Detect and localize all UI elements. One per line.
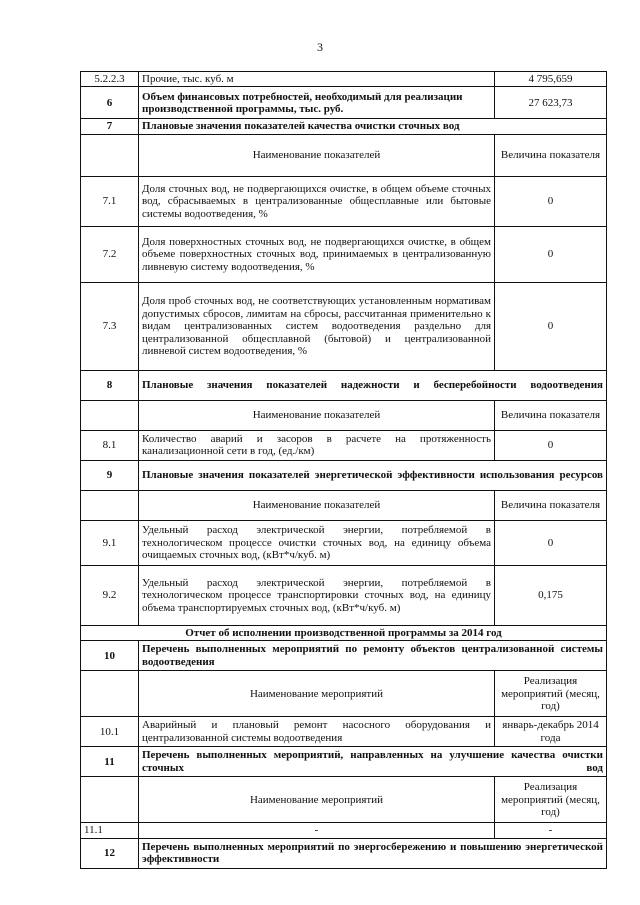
column-header-name: Наименование мероприятий [139,777,495,823]
column-header-row [81,400,607,430]
section-number: 9 [81,460,139,490]
row-number: 11.1 [81,823,139,838]
row-value: 0 [495,226,607,282]
row-text: Аварийный и плановый ремонт насосного оборудования и централизованной системы водоотведения [139,717,495,747]
row-value: 0 [495,430,607,460]
row-value: 0 [495,282,607,370]
table-row [81,823,607,838]
column-header-name: Наименование показателей [139,134,495,176]
row-text: - [139,823,495,838]
report-title-row [81,625,607,640]
column-header-name: Наименование показателей [139,400,495,430]
report-title: Отчет об исполнении производственной программы за 2014 год [81,625,607,640]
column-header-value: Величина показателя [495,400,607,430]
row-text: Удельный расход электрической энергии, потребляемой в технологическом процессе транспортировки сточных вод, на единицу объема транспортируемых сточных вод, (кВт*ч/куб. м) [139,565,495,625]
row-number: 9.1 [81,520,139,565]
section-number: 11 [81,747,139,777]
column-header-name: Наименование показателей [139,490,495,520]
page-number: 3 [317,40,323,54]
section-number: 8 [81,370,139,400]
row-text: Прочие, тыс. куб. м [139,72,495,87]
row-text: Объем финансовых потребностей, необходимый для реализации производственной программы, тыс. руб. [139,87,495,119]
row-value: 0,175 [495,565,607,625]
row-number: 7.2 [81,226,139,282]
section-title: Перечень выполненных мероприятий по энергосбережению и повышению энергетической эффективности [139,838,607,868]
section-row [81,370,607,400]
section-title: Плановые значения показателей качества очистки сточных вод [139,119,607,134]
row-value: 27 623,73 [495,87,607,119]
column-header-value: Реализация мероприятий (месяц, год) [495,777,607,823]
column-header-value: Величина показателя [495,134,607,176]
section-row [81,747,607,777]
row-value: 4 795,659 [495,72,607,87]
row-text: Доля проб сточных вод, не соответствующих установленным нормативам допустимых сбросов, лимитам на сбросы, рассчитанная применительно к видам централизованных систем водоотведения раздельно для централизованной общесплавной (бытовой) и централизованной ливневой систем водоотведения, % [139,282,495,370]
row-text: Количество аварий и засоров в расчете на протяженность канализационной сети в год, (ед./км) [139,430,495,460]
section-number: 7 [81,119,139,134]
column-header-value: Реализация мероприятий (месяц, год) [495,671,607,717]
section-title: Перечень выполненных мероприятий, направленных на улучшение качества очистки сточных вод [139,747,607,777]
section-row [81,641,607,671]
section-title: Плановые значения показателей энергетической эффективности использования ресурсов [139,460,607,490]
section-title: Перечень выполненных мероприятий по ремонту объектов централизованной системы водоотведения [139,641,607,671]
column-header-row [81,490,607,520]
section-number: 10 [81,641,139,671]
row-number: 7.3 [81,282,139,370]
table-row [81,226,607,282]
table-row [81,87,607,119]
section-row [81,838,607,868]
program-table [80,71,607,869]
row-number: 7.1 [81,176,139,226]
row-text: Удельный расход электрической энергии, потребляемой в технологическом процессе очистки сточных вод, на единицу объема очищаемых сточных вод, (кВт*ч/куб. м) [139,520,495,565]
section-row [81,460,607,490]
empty-cell [81,777,139,823]
table-row [81,72,607,87]
column-header-row [81,134,607,176]
table-row [81,430,607,460]
table-row [81,176,607,226]
empty-cell [81,400,139,430]
table-row [81,282,607,370]
row-number: 6 [81,87,139,119]
section-row [81,119,607,134]
row-value: - [495,823,607,838]
column-header-value: Величина показателя [495,490,607,520]
column-header-name: Наименование мероприятий [139,671,495,717]
row-number: 9.2 [81,565,139,625]
row-value: январь-декабрь 2014 года [495,717,607,747]
section-title: Плановые значения показателей надежности и бесперебойности водоотведения [139,370,607,400]
row-number: 8.1 [81,430,139,460]
section-number: 12 [81,838,139,868]
row-value: 0 [495,176,607,226]
row-value: 0 [495,520,607,565]
column-header-row [81,777,607,823]
empty-cell [81,134,139,176]
empty-cell [81,490,139,520]
row-text: Доля поверхностных сточных вод, не подвергающихся очистке, в общем объеме поверхностных сточных вод, принимаемых в централизованную ливневую систему водоотведения, % [139,226,495,282]
row-text: Доля сточных вод, не подвергающихся очистке, в общем объеме сточных вод, сбрасываемых в централизованные общесплавные или бытовые системы водоотведения, % [139,176,495,226]
table-row [81,520,607,565]
table-row [81,717,607,747]
table-row [81,565,607,625]
empty-cell [81,671,139,717]
row-number: 10.1 [81,717,139,747]
column-header-row [81,671,607,717]
row-number: 5.2.2.3 [81,72,139,87]
